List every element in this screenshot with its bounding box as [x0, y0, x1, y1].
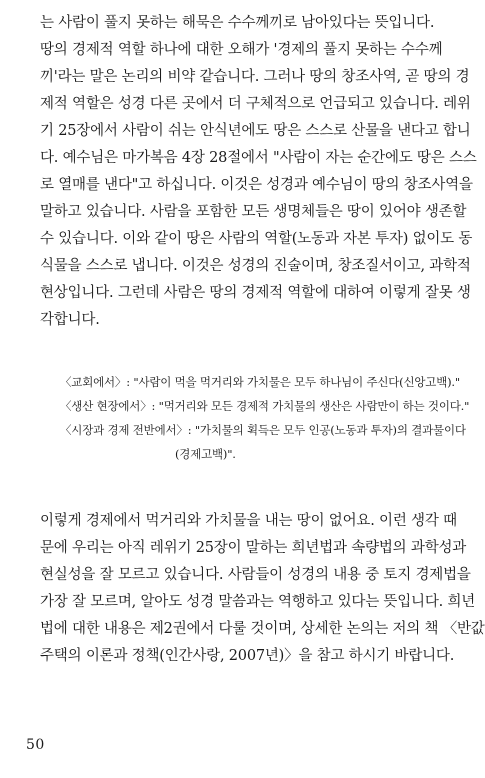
- text-line: 문에 우리는 아직 레위기 25장이 말하는 희년법과 속량법의 과학성과: [40, 540, 467, 556]
- paragraph-jubilee-law: [40, 508, 485, 670]
- paragraph-continuation: [40, 10, 440, 37]
- text-line: 말하고 있습니다. 사람을 포함한 모든 생명체들은 땅이 있어야 생존할: [40, 204, 467, 220]
- text-line: 수 있습니다. 이와 같이 땅은 사람의 역할(노동과 자본 투자) 없이도 동: [40, 231, 473, 247]
- text-line: 식물을 스스로 냅니다. 이것은 성경의 진술이며, 창조질서이고, 과학적: [40, 258, 471, 274]
- text-line: 로 열매를 낸다"고 하십니다. 이것은 성경과 예수님이 땅의 창조사역을: [40, 177, 473, 193]
- quote-market-continuation: (경제고백)".: [175, 447, 236, 461]
- text-line: 끼'라는 말은 논리의 비약 같습니다. 그러나 땅의 창조사역, 곧 땅의 경: [40, 69, 470, 85]
- text-line: 가장 잘 모르며, 알아도 성경 말씀과는 역행하고 있다는 뜻입니다. 희년: [40, 594, 476, 610]
- text-line: 현실성을 잘 모르고 있습니다. 사람들이 성경의 내용 중 토지 경제법을: [40, 567, 471, 583]
- text-line: 현상입니다. 그런데 사람은 땅의 경제적 역할에 대하여 이렇게 잘못 생: [40, 285, 471, 301]
- quote-block: [60, 370, 470, 466]
- quote-production: 〈생산 현장에서〉: "먹거리와 모든 경제적 가치물의 생산은 사람만이 하는 것이다.": [60, 399, 470, 413]
- text-line: 주택의 이론과 정책(인간사랑, 2007년)〉을 참고 하시기 바랍니다.: [40, 648, 455, 664]
- text-line: 는 사람이 풀지 못하는 해묵은 수수께끼로 남아있다는 뜻입니다.: [40, 15, 435, 31]
- text-line: 각합니다.: [40, 312, 100, 328]
- paragraph-land-economic-role: [40, 37, 477, 334]
- text-line: 땅의 경제적 역할 하나에 대한 오해가 '경제의 풀지 못하는 수수께: [40, 42, 443, 58]
- quote-church: 〈교회에서〉: "사람이 먹을 먹거리와 가치물은 모두 하나님이 주신다(신앙고백).": [60, 375, 460, 389]
- text-line: 기 25장에서 사람이 쉬는 안식년에도 땅은 스스로 산물을 낸다고 합니: [40, 123, 471, 139]
- page-number: 50: [26, 737, 45, 753]
- text-line: 이렇게 경제에서 먹거리와 가치물을 내는 땅이 없어요. 이런 생각 때: [40, 513, 457, 529]
- text-line: 제적 역할은 성경 다른 곳에서 더 구체적으로 언급되고 있습니다. 레위: [40, 96, 471, 112]
- quote-market: 〈시장과 경제 전반에서〉: "가치물의 획득은 모두 인공(노동과 투자)의 결과물이다: [60, 423, 466, 437]
- text-line: 법에 대한 내용은 제2권에서 다룰 것이며, 상세한 논의는 저의 책 〈반값: [40, 621, 485, 637]
- text-line: 다. 예수님은 마가복음 4장 28절에서 "사람이 자는 순간에도 땅은 스스: [40, 150, 477, 166]
